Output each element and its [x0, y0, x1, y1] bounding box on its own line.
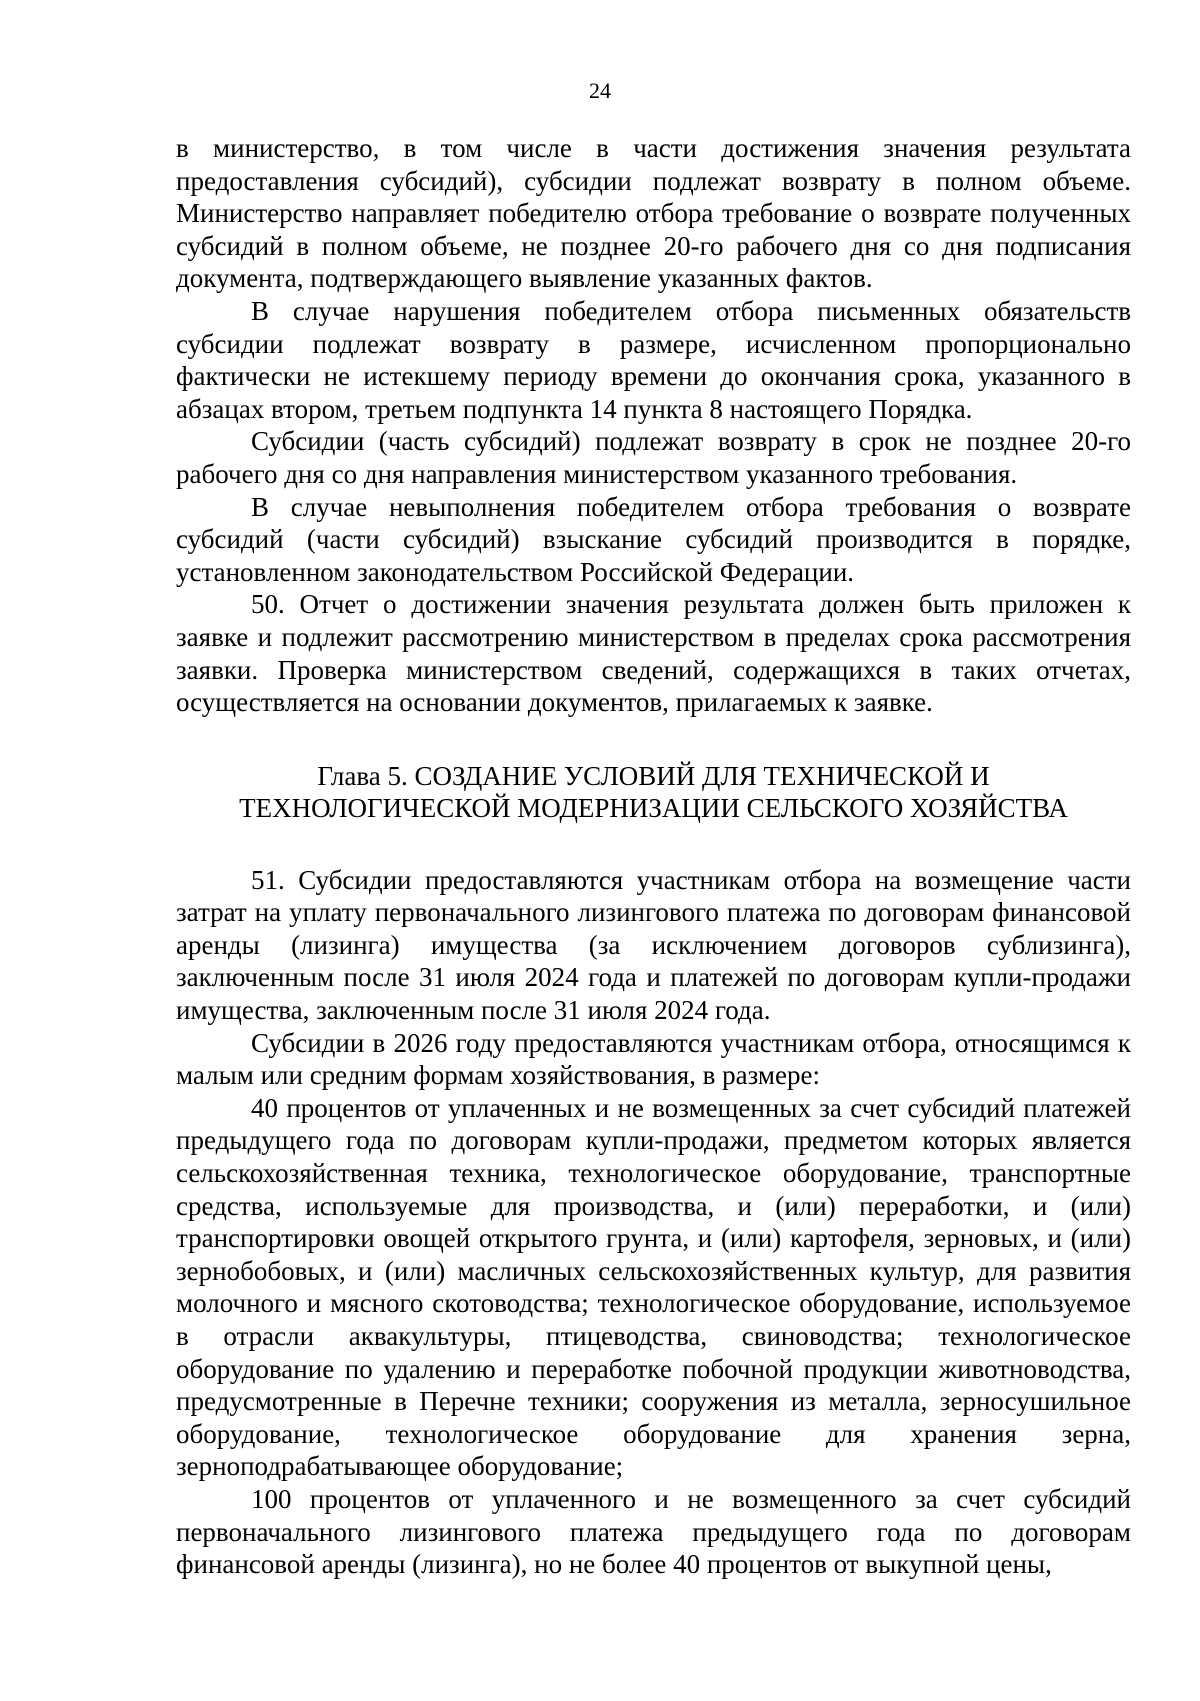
- paragraph-item-51: 51. Субсидии предоставляются участникам отбора на возмещение части затрат на уплату первоначального лизингового платежа по договорам финансовой аренды (лизинга) имущества (за исключением договоров сублизинга), заключенным после 31 июля 2024 года и платежей по договорам купли-продажи имущества, заключенным после 31 июля 2024 года.: [176, 864, 1131, 1026]
- paragraph: Субсидии (часть субсидий) подлежат возврату в срок не позднее 20-го рабочего дня со дня направления министерством указанного требования.: [176, 426, 1131, 489]
- paragraph: 100 процентов от уплаченного и не возмещенного за счет субсидий первоначального лизингового платежа предыдущего года по договорам финансовой аренды (лизинга), но не более 40 процентов от выкупной цены,: [176, 1483, 1131, 1580]
- paragraph: В случае невыполнения победителем отбора требования о возврате субсидий (части субсидий) взыскание субсидий производится в порядке, установленном законодательством Российской Федерации.: [176, 491, 1131, 587]
- paragraph-item-50: 50. Отчет о достижении значения результата должен быть приложен к заявке и подлежит рассмотрению министерством в пределах срока рассмотрения заявки. Проверка министерством сведений, содержащихся в таких отчетах, осуществляется на основании документов, прилагаемых к заявке.: [176, 589, 1131, 718]
- paragraph: В случае нарушения победителем отбора письменных обязательств субсидии подлежат возврату в размере, исчисленном пропорционально фактически не истекшему периоду времени до окончания срока, указанного в абзацах втором, третьем подпункта 14 пункта 8 настоящего Порядка.: [176, 295, 1131, 424]
- document-body: [176, 132, 1131, 1581]
- paragraph-continuation: в министерство, в том числе в части достижения значения результата предоставления субсидий), субсидии подлежат возврату в полном объеме. Министерство направляет победителю отбора требование о возврате полученных субсидий в полном объеме, не позднее 20-го рабочего дня со дня подписания документа, подтверждающего выявление указанных фактов.: [176, 133, 1131, 294]
- page-number: 24: [589, 78, 611, 103]
- paragraph: Субсидии в 2026 году предоставляются участникам отбора, относящимся к малым или средним формам хозяйствования, в размере:: [176, 1027, 1131, 1091]
- chapter-heading-line-1: Глава 5. СОЗДАНИЕ УСЛОВИЙ ДЛЯ ТЕХНИЧЕСКОЙ И: [317, 760, 990, 791]
- chapter-heading-line-2: ТЕХНОЛОГИЧЕСКОЙ МОДЕРНИЗАЦИИ СЕЛЬСКОГО ХОЗЯЙСТВА: [239, 792, 1068, 823]
- chapter-heading: [176, 760, 1131, 824]
- paragraph: 40 процентов от уплаченных и не возмещенных за счет субсидий платежей предыдущего года по договорам купли-продажи, предметом которых является сельскохозяйственная техника, технологическое оборудование, транспортные средства, используемые для производства, и (или) переработки, и (или) транспортировки овощей открытого грунта, и (или) картофеля, зерновых, и (или) зернобобовых, и (или) масличных сельскохозяйственных культур, для развития молочного и мясного скотоводства; технологическое оборудование, используемое в отрасли аквакультуры, птицеводства, свиноводства; технологическое оборудование по удалению и переработке побочной продукции животноводства, предусмотренные в Перечне техники; сооружения из металла, зерносушильное оборудование, технологическое оборудование для хранения зерна, зерноподрабатывающее оборудование;: [176, 1092, 1131, 1482]
